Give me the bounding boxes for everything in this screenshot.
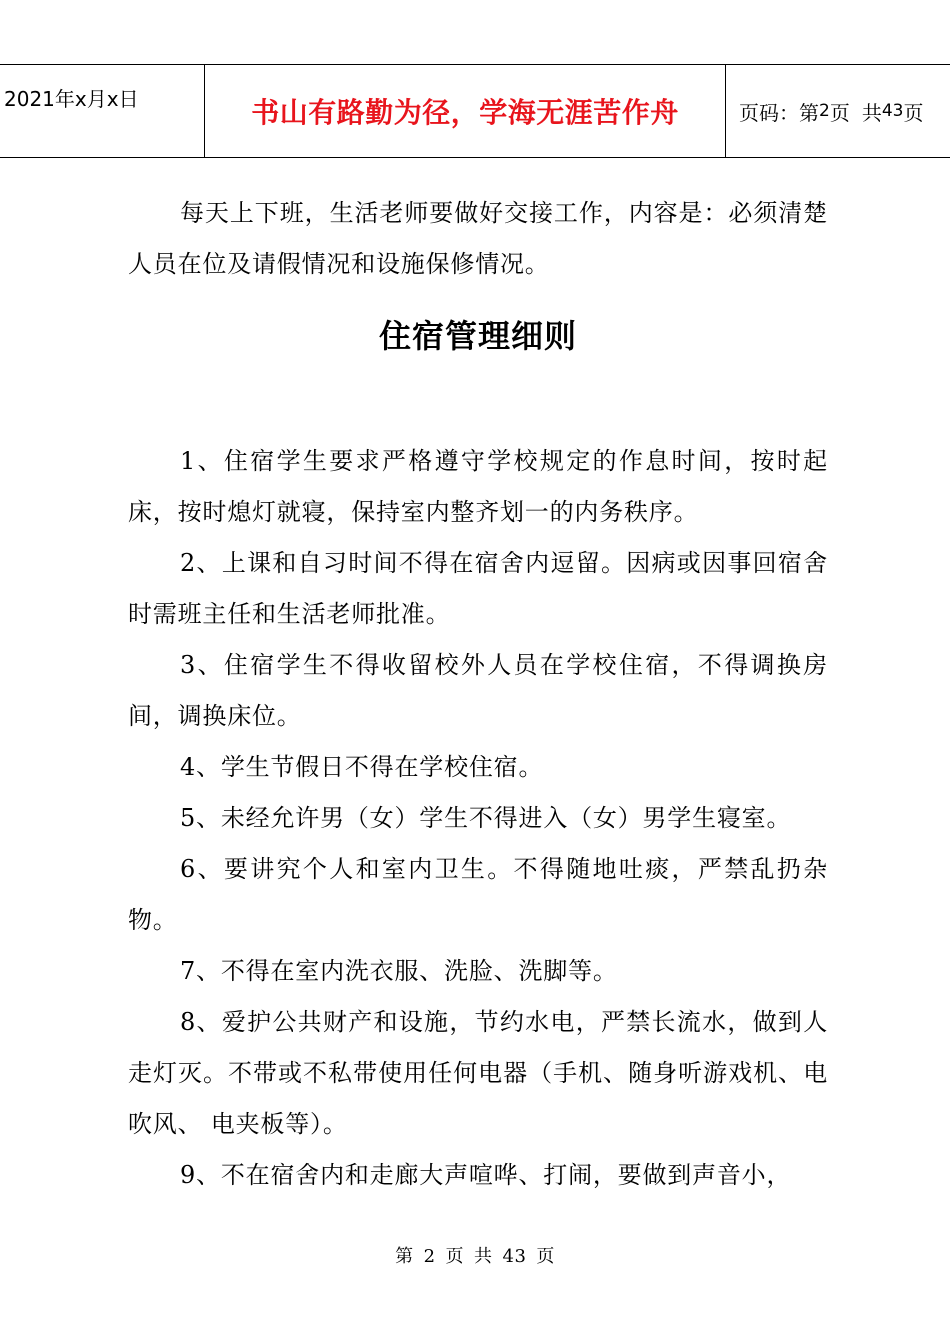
header-page-total: 43 xyxy=(881,101,904,121)
header-date: 2021年x月x日 xyxy=(4,86,139,111)
header-total-unit: 页 xyxy=(903,100,924,125)
footer-current-page: 2 xyxy=(423,1246,436,1267)
header-page-current: 2 xyxy=(819,101,830,121)
rule-item: 7、不得在室内洗衣服、洗脸、洗脚等。 xyxy=(180,957,618,985)
rule-item: 5、未经允许男（女）学生不得进入（女）男学生寝室。 xyxy=(180,804,792,832)
header-motto: 书山有路勤为径，学海无涯苦作舟 xyxy=(204,65,726,157)
header-page-unit: 页 xyxy=(829,100,850,125)
intro-paragraph: 每天上下班，生活老师要做好交接工作，内容是：必须清楚人员在位及请假情况和设施保修情况。 xyxy=(128,199,828,278)
page-header xyxy=(0,64,950,158)
header-page-label: 页码：第 xyxy=(739,100,819,125)
rule-item: 3、住宿学生不得收留校外人员在学校住宿，不得调换房间，调换床位。 xyxy=(128,651,828,730)
rule-item: 1、住宿学生要求严格遵守学校规定的作息时间，按时起床，按时熄灯就寝，保持室内整齐划一的内务秩序。 xyxy=(128,447,828,526)
page-footer xyxy=(0,1242,950,1268)
rule-item: 4、学生节假日不得在学校住宿。 xyxy=(180,753,544,781)
footer-total-unit: 页 xyxy=(536,1246,555,1267)
document-body xyxy=(128,188,828,1201)
footer-total-prefix: 共 xyxy=(474,1246,493,1267)
rule-item: 6、要讲究个人和室内卫生。不得随地吐痰，严禁乱扔杂物。 xyxy=(128,855,828,934)
section-title: 住宿管理细则 xyxy=(378,317,577,355)
header-page-number xyxy=(727,65,950,157)
footer-unit: 页 xyxy=(445,1246,465,1267)
footer-total-pages: 43 xyxy=(502,1246,527,1267)
header-total-label: 共 xyxy=(861,100,882,125)
footer-prefix: 第 xyxy=(395,1246,414,1267)
rule-item: 2、上课和自习时间不得在宿舍内逗留。因病或因事回宿舍时需班主任和生活老师批准。 xyxy=(128,549,828,628)
rule-item: 9、不在宿舍内和走廊大声喧哗、打闹，要做到声音小， xyxy=(180,1161,792,1189)
rule-item: 8、爱护公共财产和设施，节约水电，严禁长流水，做到人走灯灭。不带或不私带使用任何电器（手机、随身听游戏机、电吹风、 电夹板等）。 xyxy=(128,1008,828,1138)
